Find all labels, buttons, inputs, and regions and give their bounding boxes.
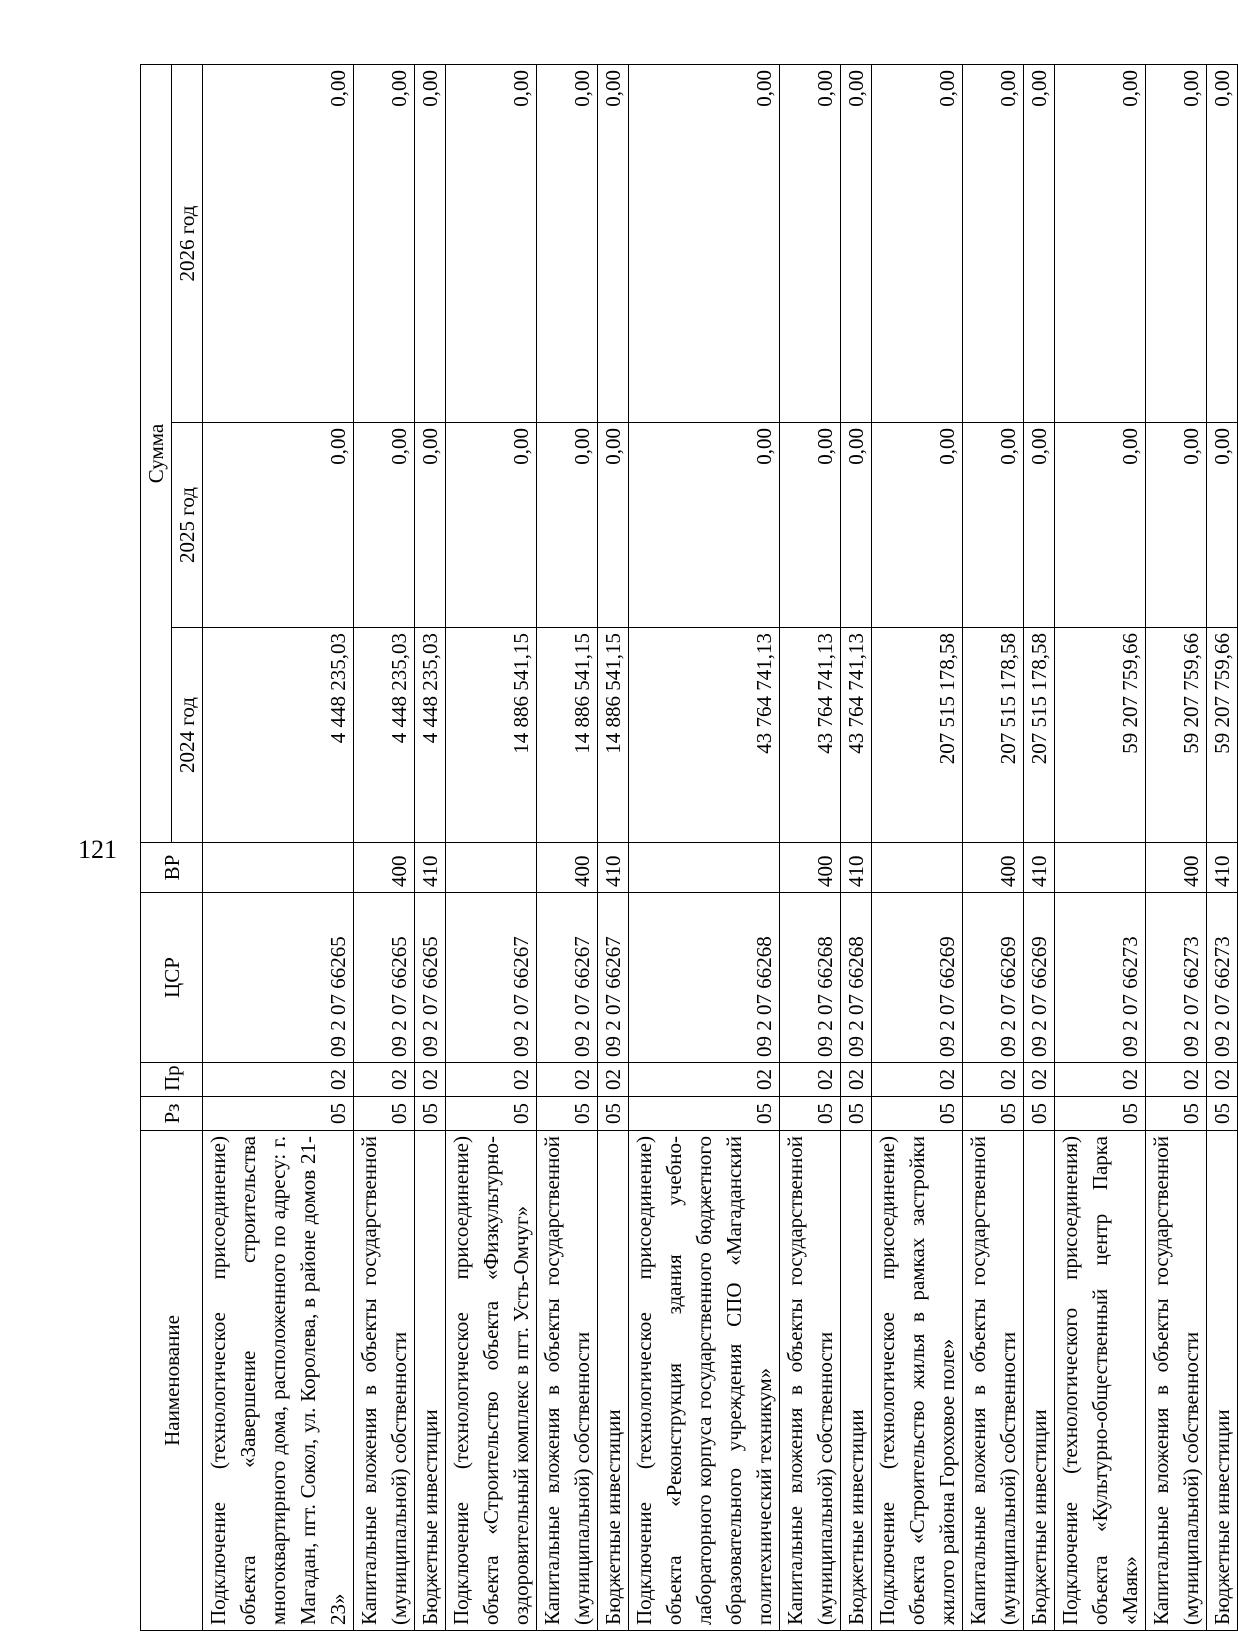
cell-pr: 02 [354, 1063, 415, 1097]
cell-pr: 02 [1055, 1063, 1146, 1097]
cell-vr [446, 843, 537, 893]
cell-amount-2026: 0,00 [446, 64, 537, 422]
cell-amount-2026: 0,00 [1024, 64, 1055, 422]
header-csr: ЦСР [141, 893, 203, 1063]
cell-amount-2024: 14 886 541,15 [537, 628, 598, 843]
cell-amount-2025: 0,00 [1207, 423, 1238, 628]
cell-amount-2026: 0,00 [872, 64, 963, 422]
table-header [141, 64, 203, 1630]
cell-amount-2024: 4 448 235,03 [203, 628, 354, 843]
cell-vr [872, 843, 963, 893]
cell-vr [629, 843, 780, 893]
cell-csr: 09 2 07 66267 [598, 893, 629, 1063]
cell-amount-2026: 0,00 [203, 64, 354, 422]
cell-pr: 02 [780, 1063, 841, 1097]
cell-pr: 02 [963, 1063, 1024, 1097]
cell-pr: 02 [1207, 1063, 1238, 1097]
table-body [203, 64, 1238, 1630]
cell-csr: 09 2 07 66273 [1207, 893, 1238, 1063]
cell-rz: 05 [1146, 1097, 1207, 1131]
cell-rz: 05 [1024, 1097, 1055, 1131]
cell-name: Подключение (технологического присоединения) объекта «Культурно-общественный центр Парка «Маяк» [1055, 1131, 1146, 1631]
cell-pr: 02 [1024, 1063, 1055, 1097]
cell-amount-2024: 43 764 741,13 [841, 628, 872, 843]
cell-amount-2024: 59 207 759,66 [1207, 628, 1238, 843]
cell-amount-2025: 0,00 [780, 423, 841, 628]
budget-table [140, 64, 1238, 1631]
cell-rz: 05 [872, 1097, 963, 1131]
cell-csr: 09 2 07 66265 [203, 893, 354, 1063]
cell-name: Подключение (технологическое присоединение) объекта «Реконструкция здания учебно-лабораторного корпуса государственного бюджетного образовательного учреждения СПО «Магаданский политехнический техникум» [629, 1131, 780, 1631]
cell-name: Бюджетные инвестиции [1024, 1131, 1055, 1631]
cell-vr: 410 [415, 843, 446, 893]
cell-amount-2024: 14 886 541,15 [598, 628, 629, 843]
table-row [963, 64, 1024, 1630]
cell-vr: 410 [841, 843, 872, 893]
cell-amount-2024: 4 448 235,03 [415, 628, 446, 843]
cell-amount-2026: 0,00 [1146, 64, 1207, 422]
header-year-2025: 2025 год [172, 423, 203, 628]
cell-rz: 05 [629, 1097, 780, 1131]
cell-csr: 09 2 07 66268 [780, 893, 841, 1063]
cell-amount-2026: 0,00 [1207, 64, 1238, 422]
table-row [537, 64, 598, 1630]
table-row [1024, 64, 1055, 1630]
cell-name: Капитальные вложения в объекты государственной (муниципальной) собственности [537, 1131, 598, 1631]
cell-amount-2024: 207 515 178,58 [1024, 628, 1055, 843]
table-row [780, 64, 841, 1630]
table-row [629, 64, 780, 1630]
cell-csr: 09 2 07 66265 [415, 893, 446, 1063]
cell-amount-2024: 14 886 541,15 [446, 628, 537, 843]
cell-vr: 410 [1024, 843, 1055, 893]
cell-amount-2024: 59 207 759,66 [1146, 628, 1207, 843]
cell-csr: 09 2 07 66273 [1146, 893, 1207, 1063]
cell-name: Капитальные вложения в объекты государственной (муниципальной) собственности [963, 1131, 1024, 1631]
cell-vr: 400 [780, 843, 841, 893]
cell-amount-2025: 0,00 [1055, 423, 1146, 628]
cell-amount-2026: 0,00 [537, 64, 598, 422]
cell-rz: 05 [203, 1097, 354, 1131]
cell-csr: 09 2 07 66267 [446, 893, 537, 1063]
cell-rz: 05 [415, 1097, 446, 1131]
table-row [841, 64, 872, 1630]
cell-amount-2025: 0,00 [354, 423, 415, 628]
budget-table-sheet [140, 65, 1234, 1631]
cell-pr: 02 [537, 1063, 598, 1097]
cell-pr: 02 [415, 1063, 446, 1097]
table-row [872, 64, 963, 1630]
cell-vr: 400 [1146, 843, 1207, 893]
cell-vr: 400 [963, 843, 1024, 893]
cell-amount-2024: 59 207 759,66 [1055, 628, 1146, 843]
cell-pr: 02 [629, 1063, 780, 1097]
header-year-2024: 2024 год [172, 628, 203, 843]
header-rz: Рз [141, 1097, 203, 1131]
cell-rz: 05 [446, 1097, 537, 1131]
header-sum: Сумма [141, 64, 172, 842]
cell-pr: 02 [446, 1063, 537, 1097]
table-row [415, 64, 446, 1630]
cell-pr: 02 [872, 1063, 963, 1097]
cell-amount-2026: 0,00 [963, 64, 1024, 422]
table-row [203, 64, 354, 1630]
cell-amount-2024: 207 515 178,58 [963, 628, 1024, 843]
table-row [1207, 64, 1238, 1630]
cell-name: Капитальные вложения в объекты государственной (муниципальной) собственности [354, 1131, 415, 1631]
table-row [1146, 64, 1207, 1630]
cell-vr: 410 [1207, 843, 1238, 893]
cell-amount-2025: 0,00 [872, 423, 963, 628]
cell-csr: 09 2 07 66269 [963, 893, 1024, 1063]
header-year-2026: 2026 год [172, 64, 203, 422]
cell-pr: 02 [203, 1063, 354, 1097]
table-row [446, 64, 537, 1630]
cell-rz: 05 [1207, 1097, 1238, 1131]
cell-amount-2026: 0,00 [841, 64, 872, 422]
table-row [598, 64, 629, 1630]
cell-pr: 02 [598, 1063, 629, 1097]
cell-rz: 05 [354, 1097, 415, 1131]
header-name: Наименование [141, 1131, 203, 1631]
cell-amount-2025: 0,00 [598, 423, 629, 628]
cell-amount-2024: 4 448 235,03 [354, 628, 415, 843]
cell-amount-2026: 0,00 [1055, 64, 1146, 422]
cell-rz: 05 [841, 1097, 872, 1131]
cell-name: Подключение (технологическое присоединение) объекта «Строительство объекта «Физкультурно-оздоровительный комплекс в пгт. Усть-Омчуг» [446, 1131, 537, 1631]
table-row [1055, 64, 1146, 1630]
cell-amount-2025: 0,00 [415, 423, 446, 628]
cell-vr: 410 [598, 843, 629, 893]
cell-amount-2026: 0,00 [354, 64, 415, 422]
table-row [354, 64, 415, 1630]
cell-vr [203, 843, 354, 893]
cell-amount-2024: 207 515 178,58 [872, 628, 963, 843]
cell-amount-2026: 0,00 [598, 64, 629, 422]
cell-amount-2026: 0,00 [780, 64, 841, 422]
cell-pr: 02 [1146, 1063, 1207, 1097]
cell-csr: 09 2 07 66268 [629, 893, 780, 1063]
cell-rz: 05 [598, 1097, 629, 1131]
cell-pr: 02 [841, 1063, 872, 1097]
cell-name: Подключение (технологическое присоединение) объекта «Завершение строительства многоквартирного дома, расположенного по адресу: г. Магадан, пгт. Сокол, ул. Королева, в районе домов 21-23» [203, 1131, 354, 1631]
cell-csr: 09 2 07 66265 [354, 893, 415, 1063]
cell-amount-2025: 0,00 [841, 423, 872, 628]
cell-vr: 400 [537, 843, 598, 893]
cell-amount-2025: 0,00 [537, 423, 598, 628]
cell-amount-2026: 0,00 [629, 64, 780, 422]
page-number: 121 [78, 835, 117, 864]
header-pr: Пр [141, 1063, 203, 1097]
cell-name: Капитальные вложения в объекты государственной (муниципальной) собственности [780, 1131, 841, 1631]
cell-amount-2025: 0,00 [1024, 423, 1055, 628]
cell-rz: 05 [1055, 1097, 1146, 1131]
cell-rz: 05 [537, 1097, 598, 1131]
cell-vr: 400 [354, 843, 415, 893]
cell-csr: 09 2 07 66269 [872, 893, 963, 1063]
cell-rz: 05 [963, 1097, 1024, 1131]
cell-name: Бюджетные инвестиции [841, 1131, 872, 1631]
cell-csr: 09 2 07 66273 [1055, 893, 1146, 1063]
cell-amount-2025: 0,00 [203, 423, 354, 628]
cell-csr: 09 2 07 66269 [1024, 893, 1055, 1063]
cell-name: Бюджетные инвестиции [1207, 1131, 1238, 1631]
cell-amount-2025: 0,00 [446, 423, 537, 628]
cell-rz: 05 [780, 1097, 841, 1131]
cell-csr: 09 2 07 66268 [841, 893, 872, 1063]
cell-amount-2025: 0,00 [1146, 423, 1207, 628]
cell-name: Бюджетные инвестиции [415, 1131, 446, 1631]
cell-name: Бюджетные инвестиции [598, 1131, 629, 1631]
cell-csr: 09 2 07 66267 [537, 893, 598, 1063]
cell-name: Подключение (технологическое присоединение) объекта «Строительство жилья в рамках застройки жилого района Гороховое поле» [872, 1131, 963, 1631]
cell-amount-2024: 43 764 741,13 [629, 628, 780, 843]
cell-amount-2025: 0,00 [629, 423, 780, 628]
cell-vr [1055, 843, 1146, 893]
cell-amount-2026: 0,00 [415, 64, 446, 422]
cell-amount-2024: 43 764 741,13 [780, 628, 841, 843]
cell-name: Капитальные вложения в объекты государственной (муниципальной) собственности [1146, 1131, 1207, 1631]
cell-amount-2025: 0,00 [963, 423, 1024, 628]
header-vr: ВР [141, 843, 203, 893]
